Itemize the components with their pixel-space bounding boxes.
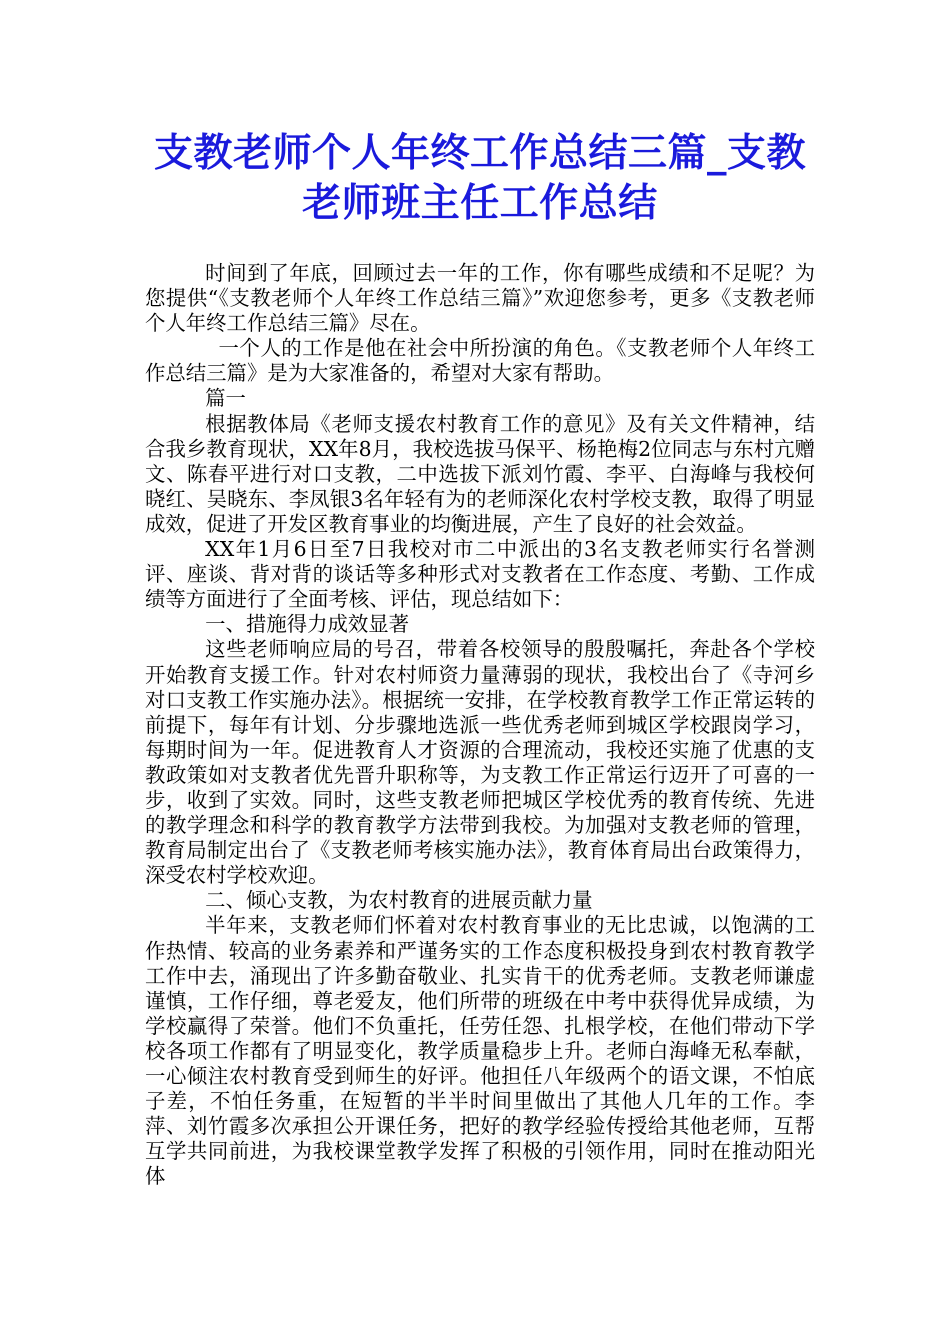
paragraph-preface: 一个人的工作是他在社会中所扮演的角色。《支教老师个人年终工作总结三篇》是为大家准备的，希望对大家有帮助。 xyxy=(145,336,815,386)
document-body xyxy=(145,261,815,1189)
section-heading-part-one: 篇一 xyxy=(205,386,246,411)
paragraph-intro: 时间到了年底，回顾过去一年的工作，你有哪些成绩和不足呢？为您提供“《支教老师个人年终工作总结三篇》”欢迎您参考，更多《支教老师个人年终工作总结三篇》尽在。 xyxy=(145,261,815,336)
section-heading-measures: 一、措施得力成效显著 xyxy=(205,612,410,637)
document-title: 支教老师个人年终工作总结三篇_支教老师班主任工作总结 xyxy=(153,130,806,226)
paragraph-measures: 这些老师响应局的号召，带着各校领导的殷殷嘱托，奔赴各个学校开始教育支援工作。针对农村师资力量薄弱的现状，我校出台了《寺河乡对口支教工作实施办法》。根据统一安排，在学校教育教学工作正常运转的前提下，每年有计划、分步骤地选派一些优秀老师到城区学校跟岗学习，每期时间为一年。促进教育人才资源的合理流动，我校还实施了优惠的支教政策如对支教者优先晋升职称等，为支教工作正常运行迈开了可喜的一步，收到了实效。同时，这些支教老师把城区学校优秀的教育传统、先进的教学理念和科学的教育教学方法带到我校。为加强对支教老师的管理，教育局制定出台了《支教老师考核实施办法》，教育体育局出台政策得力，深受农村学校欢迎。 xyxy=(145,637,815,888)
section-heading-contribution: 二、倾心支教，为农村教育的进展贡献力量 xyxy=(205,888,593,913)
paragraph-contribution: 半年来，支教老师们怀着对农村教育事业的无比忠诚，以饱满的工作热情、较高的业务素养和严谨务实的工作态度积极投身到农村教育教学工作中去，涌现出了许多勤奋敬业、扎实肯干的优秀老师。支教老师谦虚谨慎，工作仔细，尊老爱友，他们所带的班级在中考中获得优异成绩，为学校赢得了荣誉。他们不负重托，任劳任怨、扎根学校，在他们带动下学校各项工作都有了明显变化，教学质量稳步上升。老师白海峰无私奉献，一心倾注农村教育受到师生的好评。他担任八年级两个的语文课，不怕底子差，不怕任务重，在短暂的半半时间里做出了其他人几年的工作。李萍、刘竹霞多次承担公开课任务，把好的教学经验传授给其他老师，互帮互学共同前进，为我校课堂教学发挥了积极的引领作用，同时在推动阳光体 xyxy=(145,913,815,1189)
paragraph-background: 根据教体局《老师支援农村教育工作的意见》及有关文件精神，结合我乡教育现状，XX年8月，我校选拔马保平、杨艳梅2位同志与东村亢赠文、陈春平进行对口支教，二中选拔下派刘竹霞、李平、白海峰与我校何晓红、吴晓东、李凤银3名年轻有为的老师深化农村学校支教，取得了明显成效，促进了开发区教育事业的均衡进展，产生了良好的社会效益。 xyxy=(145,411,815,536)
paragraph-evaluation: XX年1月6日至7日我校对市二中派出的3名支教老师实行名誉测评、座谈、背对背的谈话等多种形式对支教者在工作态度、考勤、工作成绩等方面进行了全面考核、评估，现总结如下： xyxy=(145,537,815,612)
document-page xyxy=(145,128,815,1189)
